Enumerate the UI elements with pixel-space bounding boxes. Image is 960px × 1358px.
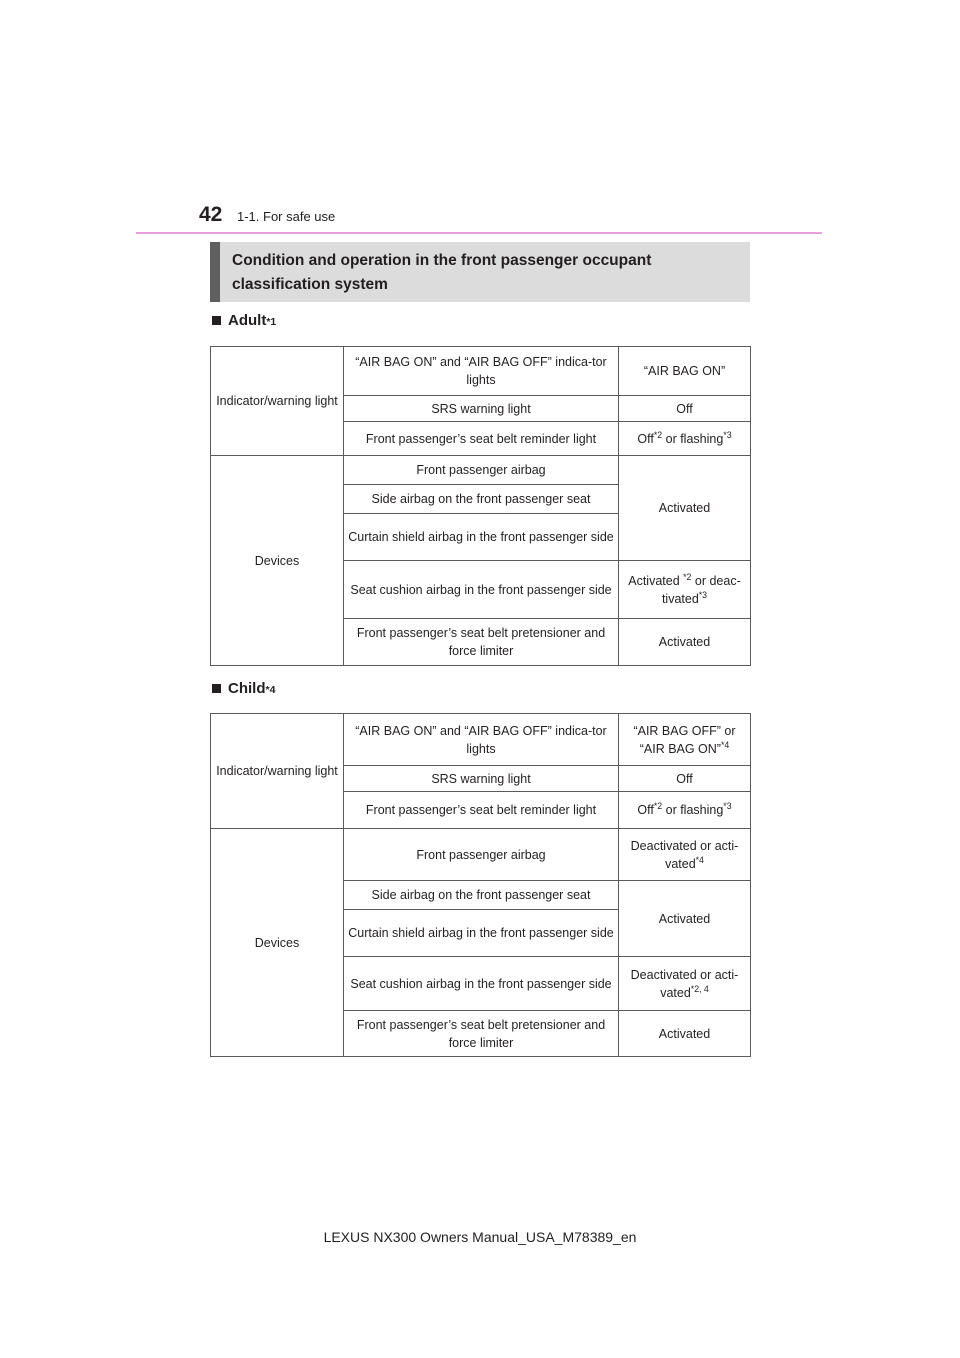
status-cell: Activated $^{*2}$ or deac-tivated$^{*3}$	[619, 561, 751, 619]
status-cell: “AIR BAG OFF” or “AIR BAG ON”$^{*4}$	[619, 714, 751, 766]
status-cell: Deactivated or acti-vated$^{*2, 4}$	[619, 957, 751, 1011]
table-row	[211, 714, 751, 766]
item-cell: Curtain shield airbag in the front passenger side	[344, 514, 619, 561]
status-cell: Activated	[619, 881, 751, 957]
item-cell: SRS warning light	[344, 396, 619, 422]
square-bullet-icon	[212, 316, 221, 325]
status-cell: Activated	[619, 619, 751, 666]
devices-label: Devices	[211, 456, 344, 666]
devices-label: Devices	[211, 829, 344, 1057]
square-bullet-icon	[212, 684, 221, 693]
item-cell: Front passenger’s seat belt reminder light	[344, 422, 619, 456]
item-cell: Seat cushion airbag in the front passenger side	[344, 957, 619, 1011]
item-cell: Seat cushion airbag in the front passenger side	[344, 561, 619, 619]
header-rule	[136, 232, 822, 234]
indicator-label: Indicator/warning light	[211, 714, 344, 829]
adult-table	[210, 346, 751, 666]
page-footer: LEXUS NX300 Owners Manual_USA_M78389_en	[323, 1229, 637, 1245]
item-cell: Side airbag on the front passenger seat	[344, 485, 619, 514]
child-heading: Child *4	[212, 680, 275, 697]
item-cell: Curtain shield airbag in the front passenger side	[344, 910, 619, 957]
page-number: 42	[199, 203, 223, 226]
item-cell: “AIR BAG ON” and “AIR BAG OFF” indica-tor lights	[344, 347, 619, 396]
item-cell: “AIR BAG ON” and “AIR BAG OFF” indica-tor lights	[344, 714, 619, 766]
adult-heading-text: Adult	[228, 312, 267, 329]
item-cell: Front passenger airbag	[344, 829, 619, 881]
status-cell: Activated	[619, 456, 751, 561]
item-cell: Front passenger airbag	[344, 456, 619, 485]
status-cell: Off$^{*2}$ or flashing$^{*3}$	[619, 792, 751, 829]
child-heading-text: Child	[228, 680, 266, 697]
section-banner: Condition and operation in the front passenger occupant classification system	[210, 242, 750, 302]
status-cell: Off	[619, 396, 751, 422]
item-cell: Front passenger’s seat belt reminder light	[344, 792, 619, 829]
table-row	[211, 456, 751, 485]
table-row	[211, 829, 751, 881]
status-cell: Activated	[619, 1011, 751, 1057]
status-cell: Deactivated or acti-vated$^{*4}$	[619, 829, 751, 881]
table-row	[211, 347, 751, 396]
child-table	[210, 713, 751, 1057]
item-cell: Front passenger’s seat belt pretensioner and force limiter	[344, 619, 619, 666]
status-cell: Off$^{*2}$ or flashing$^{*3}$	[619, 422, 751, 456]
status-cell: “AIR BAG ON”	[619, 347, 751, 396]
status-cell: Off	[619, 766, 751, 792]
item-cell: Front passenger’s seat belt pretensioner and force limiter	[344, 1011, 619, 1057]
section-title: 1-1. For safe use	[237, 209, 336, 224]
item-cell: SRS warning light	[344, 766, 619, 792]
item-cell: Side airbag on the front passenger seat	[344, 881, 619, 910]
adult-heading: Adult *1	[212, 312, 276, 329]
indicator-label: Indicator/warning light	[211, 347, 344, 456]
page-header	[199, 203, 335, 227]
